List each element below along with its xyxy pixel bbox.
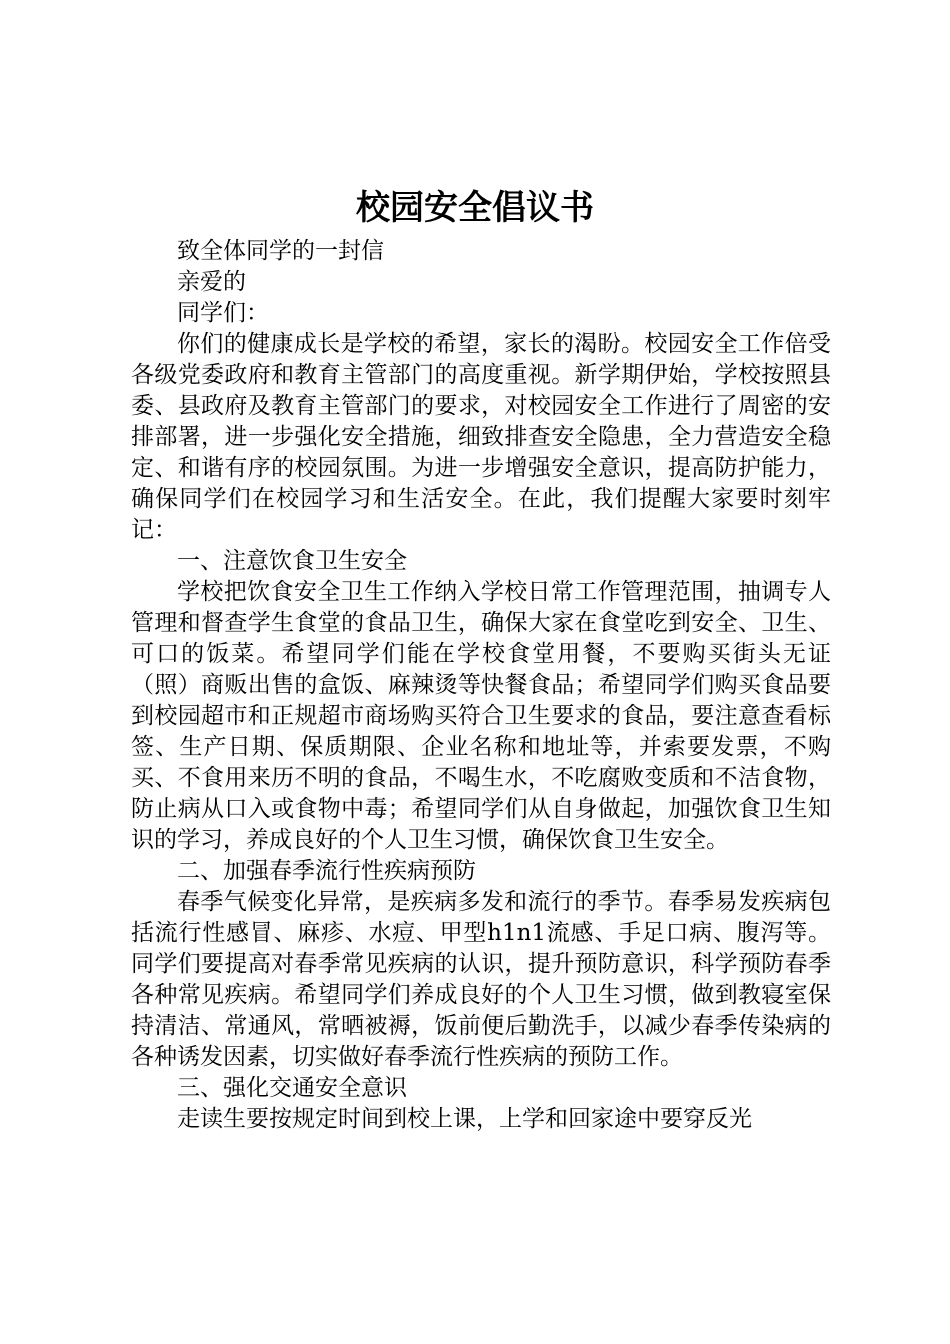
disease-prevention-paragraph: 春季气候变化异常，是疾病多发和流行的季节。春季易发疾病包括流行性感冒、麻疹、水痘、甲型h1n1流感、手足口病、腹泻等。同学们要提高对春季常见疾病的认识，提升预防意识，科学预防春季各种常见疾病。希望同学们养成良好的个人卫生习惯，做到教寝室保持清洁、常通风，常晒被褥，饭前便后勤洗手，以减少春季传染病的各种诱发因素，切实做好春季流行性疾病的预防工作。 bbox=[131, 889, 831, 1070]
traffic-safety-paragraph: 走读生要按规定时间到校上课，上学和回家途中要穿反光 bbox=[177, 1106, 752, 1132]
food-safety-paragraph: 学校把饮食安全卫生工作纳入学校日常工作管理范围，抽调专人管理和督查学生食堂的食品卫生，确保大家在食堂吃到安全、卫生、可口的饭菜。希望同学们能在学校食堂用餐，不要购买街头无证（照）商贩出售的盒饭、麻辣烫等快餐食品；希望同学们购买食品要到校园超市和正规超市商场购买符合卫生要求的食品，要注意查看标签、生产日期、保质期限、企业名称和地址等，并索要发票，不购买、不食用来历不明的食品，不喝生水，不吃腐败变质和不洁食物，防止病从口入或食物中毒；希望同学们从自身做起，加强饮食卫生知识的学习，养成良好的个人卫生习惯，确保饮食卫生安全。 bbox=[131, 579, 831, 853]
salutation-heading: 致全体同学的一封信 bbox=[177, 238, 384, 264]
salutation-line-1: 亲爱的 bbox=[177, 269, 246, 295]
intro-paragraph: 你们的健康成长是学校的希望，家长的渴盼。校园安全工作倍受各级党委政府和教育主管部门的高度重视。新学期伊始，学校按照县委、县政府及教育主管部门的要求，对校园安全工作进行了周密的安排部署，进一步强化安全措施，细致排查安全隐患，全力营造安全稳定、和谐有序的校园氛围。为进一步增强安全意识，提高防护能力，确保同学们在校园学习和生活安全。在此，我们提醒大家要时刻牢记： bbox=[131, 331, 831, 543]
salutation-line-2: 同学们： bbox=[177, 300, 269, 326]
document-body bbox=[131, 236, 831, 1135]
section-heading-food-safety: 一、注意饮食卫生安全 bbox=[177, 548, 407, 574]
document-title: 校园安全倡议书 bbox=[356, 188, 594, 228]
section-heading-traffic-safety: 三、强化交通安全意识 bbox=[177, 1075, 407, 1101]
section-heading-disease-prevention: 二、加强春季流行性疾病预防 bbox=[177, 858, 476, 884]
